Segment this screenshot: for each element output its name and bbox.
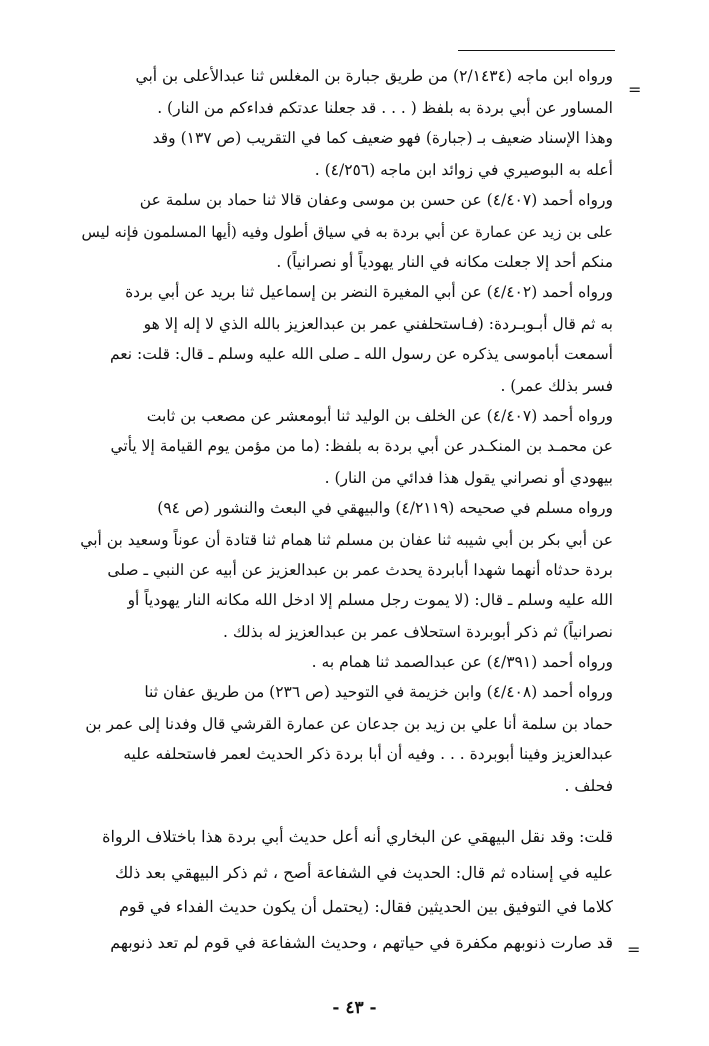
main-text-line: عبدالعزيز وفينا أبوبردة . . . وفيه أن أبا بردة ذكر الحديث لعمر فاستحلفه عليه xyxy=(123,745,613,763)
main-text-line: على بن زيد عن عمارة عن أبي بردة به في سياق أطول وفيه (أيها المسلمون فإنه ليس xyxy=(81,223,613,241)
main-text-line: نصرانياً) ثم ذكر أبوبردة استحلاف عمر بن عبدالعزيز له بذلك . xyxy=(223,623,613,641)
main-text-line: وهذا الإسناد ضعيف بـ (جبارة) فهو ضعيف كما في التقريب (ص ١٣٧) وقد xyxy=(152,129,613,147)
main-text-line: ورواه أحمد (٤/٣٩١) عن عبدالصمد ثنا همام به . xyxy=(311,653,613,671)
main-text-line: بيهودي أو نصراني يقول هذا فدائي من النار) . xyxy=(324,469,613,487)
main-text-line: ورواه أحمد (٤/٤٠٨) وابن خزيمة في التوحيد (ص ٢٣٦) من طريق عفان ثنا xyxy=(144,683,613,701)
continuation-mark-top: = xyxy=(628,80,642,99)
commentary-line: قلت: وقد نقل البيهقي عن البخاري أنه أعل حديث أبي بردة هذا باختلاف الرواة xyxy=(102,827,613,846)
main-text-line: ورواه مسلم في صحيحه (٤/٢١١٩) والبيهقي في البعث والنشور (ص ٩٤) xyxy=(157,499,613,517)
main-text-line: به ثم قال أبـوبـردة: (فـاستحلفني عمر بن عبدالعزيز بالله الذي لا إله إلا هو xyxy=(143,315,613,333)
commentary-line: عليه في إسناده ثم قال: الحديث في الشفاعة أصح ، ثم ذكر البيهقي بعد ذلك xyxy=(114,863,613,882)
main-text-line: أسمعت أباموسى يذكره عن رسول الله ـ صلى الله عليه وسلم ـ قال: قلت: نعم xyxy=(109,345,613,363)
main-text-line: عن أبي بكر بن أبي شيبه ثنا عفان بن مسلم ثنا همام ثنا قتادة أن عوناً وسعيد بن أبي xyxy=(80,531,613,549)
commentary-block xyxy=(58,827,613,977)
commentary-line: قد صارت ذنوبهم مكفرة في حياتهم ، وحديث الشفاعة في قوم لم تعد ذنوبهم xyxy=(110,933,613,952)
main-text-line: فحلف . xyxy=(564,777,613,795)
main-text-block xyxy=(66,66,613,826)
main-text-line: المساور عن أبي بردة به بلفظ ( . . . قد جعلنا عدتكم فداءكم من النار) . xyxy=(157,99,613,117)
main-text-line: ورواه أحمد (٤/٤٠٧) عن الخلف بن الوليد ثنا أبومعشر عن مصعب بن ثابت xyxy=(146,407,613,425)
main-text-line: فسر بذلك عمر) . xyxy=(500,377,613,395)
main-text-line: حماد بن سلمة أنا علي بن زيد بن جدعان عن عمارة القرشي قال وفدنا إلى عمر بن xyxy=(85,715,613,733)
top-separator-rule xyxy=(458,50,615,51)
continuation-mark-bottom: = xyxy=(627,940,641,959)
commentary-line: كلاما في التوفيق بين الحديثين فقال: (يحتمل أن يكون حديث الفداء في قوم xyxy=(118,897,613,916)
main-text-line: ورواه أحمد (٤/٤٠٧) عن حسن بن موسى وعفان قالا ثنا حماد بن سلمة عن xyxy=(139,191,613,209)
main-text-line: ورواه ابن ماجه (٢/١٤٣٤) من طريق جبارة بن المغلس ثنا عبدالأعلى بن أبي xyxy=(135,67,613,85)
page-number: - ٤٣ - xyxy=(332,998,377,1018)
main-text-line: أعله به البوصيري في زوائد ابن ماجه (٤/٢٥٦) . xyxy=(314,161,613,179)
main-text-line: بردة حدثاه أنهما شهدا أبابردة يحدث عمر بن عبدالعزيز عن أبيه عن النبي ـ صلى xyxy=(107,561,613,579)
main-text-line: منكم أحد إلا جعلت مكانه في النار يهودياً أو نصرانياً) . xyxy=(276,253,613,271)
main-text-line: الله عليه وسلم ـ قال: (لا يموت رجل مسلم إلا ادخل الله مكانه النار يهودياً أو xyxy=(127,591,613,609)
main-text-line: عن محمـد بن المنكـدر عن أبي بردة به بلفظ: (ما من مؤمن يوم القيامة إلا يأتي xyxy=(110,437,613,455)
main-text-line: ورواه أحمد (٤/٤٠٢) عن أبي المغيرة النضر بن إسماعيل ثنا بريد عن أبي بردة xyxy=(125,283,613,301)
